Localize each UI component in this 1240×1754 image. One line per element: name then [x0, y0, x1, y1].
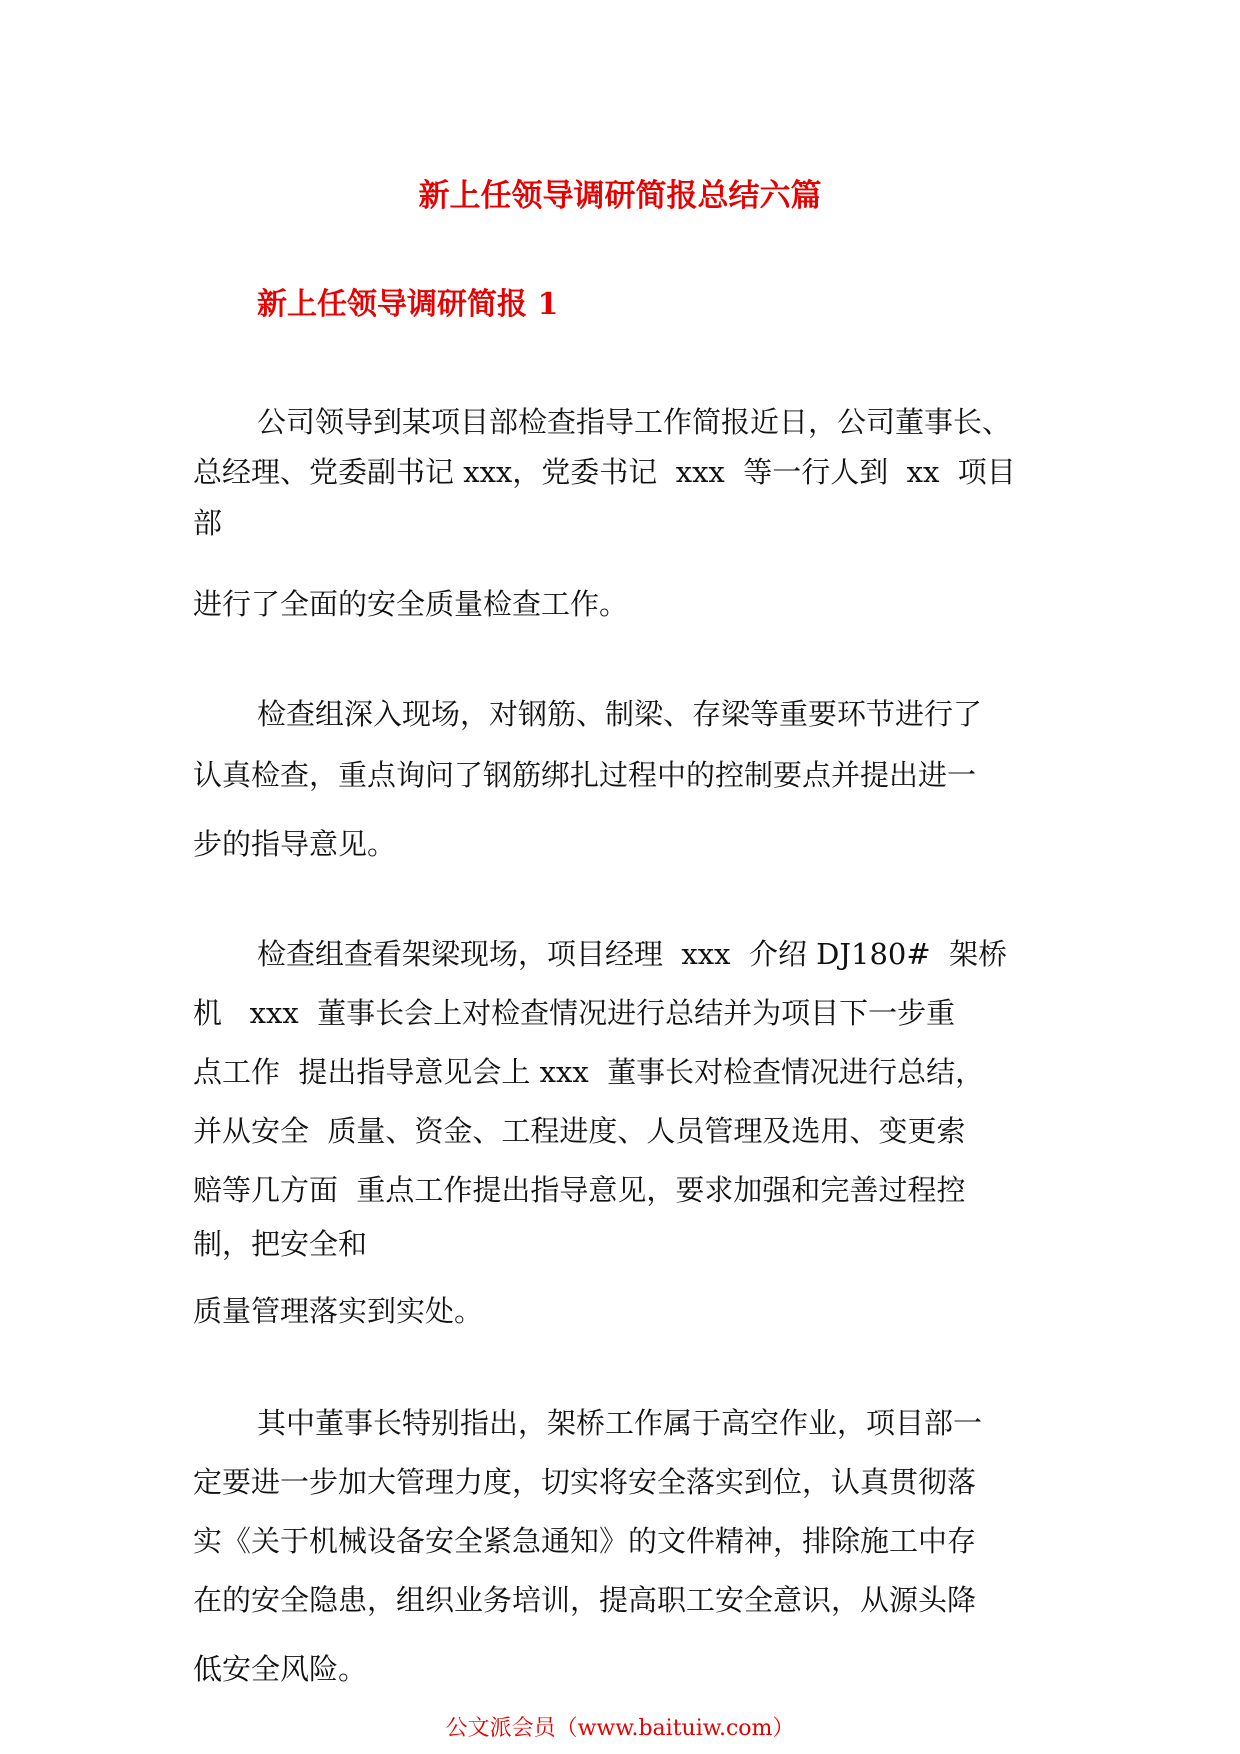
- paragraph-line: 在的安全隐患，组织业务培训，提高职工安全意识，从源头降: [193, 1583, 977, 1617]
- paragraph-line: 定要进一步加大管理力度，切实将安全落实到位，认真贯彻落: [193, 1465, 977, 1499]
- footer-watermark-text: 公文派会员（www.baituiw.com）: [445, 1716, 795, 1741]
- paragraph-line: 认真检查，重点询问了钢筋绑扎过程中的控制要点并提出进一: [193, 758, 977, 792]
- paragraph-line: 部: [193, 506, 223, 540]
- paragraph-line: 进行了全面的安全质量检查工作。: [193, 587, 629, 621]
- paragraph-line: 制，把安全和: [193, 1227, 368, 1261]
- paragraph-line: 点工作 提出指导意见会上 xxx 董事长对检查情况进行总结，: [193, 1055, 985, 1089]
- paragraph-line: 实《关于机械设备安全紧急通知》的文件精神，排除施工中存: [193, 1524, 977, 1558]
- paragraph-line: 机 xxx 董事长会上对检查情况进行总结并为项目下一步重: [193, 996, 956, 1030]
- paragraph-line: 低安全风险。: [193, 1652, 368, 1686]
- paragraph-line: 总经理、党委副书记 xxx，党委书记 xxx 等一行人到 xx 项目: [193, 455, 1016, 489]
- paragraph-line: 检查组深入现场，对钢筋、制梁、存梁等重要环节进行了: [257, 697, 983, 731]
- document-title: 新上任领导调研简报总结六篇: [418, 178, 822, 214]
- paragraph-line: 检查组查看架梁现场，项目经理 xxx 介绍 DJ180# 架桥: [257, 937, 1008, 971]
- paragraph-line: 赔等几方面 重点工作提出指导意见，要求加强和完善过程控: [193, 1173, 966, 1207]
- paragraph-line: 其中董事长特别指出，架桥工作属于高空作业，项目部一: [257, 1406, 983, 1440]
- paragraph-line: 并从安全 质量、资金、工程进度、人员管理及选用、变更索: [193, 1114, 966, 1148]
- section-heading: 新上任领导调研简报 1: [257, 287, 559, 322]
- paragraph-line: 质量管理落实到实处。: [193, 1294, 484, 1328]
- paragraph-line: 步的指导意见。: [193, 827, 397, 861]
- paragraph-line: 公司领导到某项目部检查指导工作简报近日，公司董事长、: [257, 405, 1012, 439]
